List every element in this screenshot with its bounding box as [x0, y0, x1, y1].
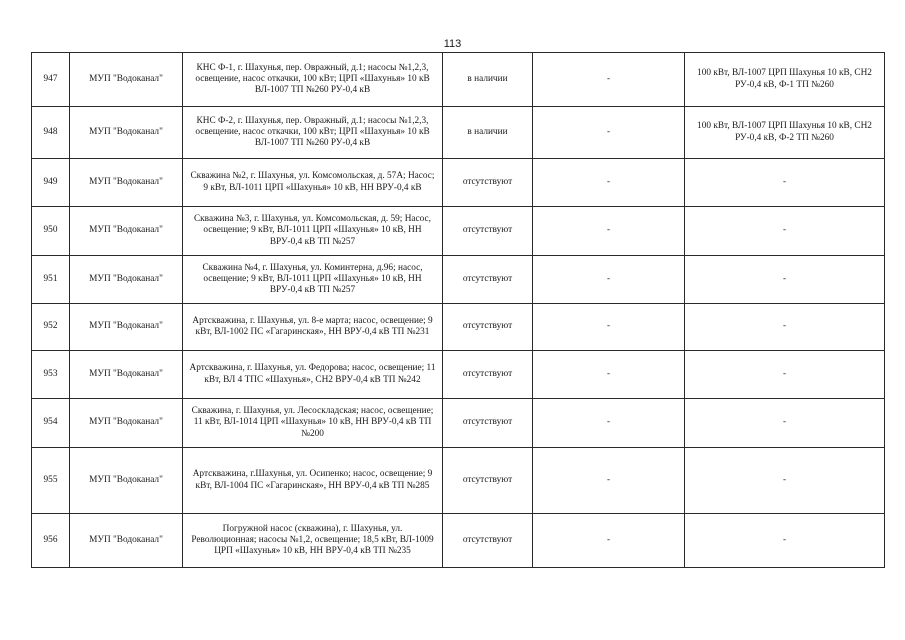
- object-cell: Скважина №4, г. Шахунья, ул. Коминтерна, д.96; насос, освещение; 9 кВт, ВЛ-1011 ЦРП «Шахунья» 10 кВ, НН ВРУ-0,4 кВ ТП №257: [183, 256, 443, 304]
- organization-cell: МУП "Водоканал": [70, 256, 183, 304]
- tech-cell: -: [533, 304, 685, 351]
- row-number: 950: [32, 207, 70, 256]
- table-row: [32, 53, 885, 107]
- row-number: 951: [32, 256, 70, 304]
- power-cell: -: [685, 448, 885, 514]
- tech-cell: -: [533, 351, 685, 399]
- row-number: 956: [32, 514, 70, 568]
- organization-cell: МУП "Водоканал": [70, 351, 183, 399]
- tech-cell: -: [533, 399, 685, 448]
- page-number: 113: [443, 38, 462, 50]
- status-cell: отсутствуют: [443, 399, 533, 448]
- power-cell: 100 кВт, ВЛ-1007 ЦРП Шахунья 10 кВ, СН2 РУ-0,4 кВ, Ф-2 ТП №260: [685, 107, 885, 159]
- organization-cell: МУП "Водоканал": [70, 53, 183, 107]
- status-cell: отсутствуют: [443, 256, 533, 304]
- organization-cell: МУП "Водоканал": [70, 514, 183, 568]
- power-cell: -: [685, 351, 885, 399]
- table-row: [32, 351, 885, 399]
- row-number: 953: [32, 351, 70, 399]
- tech-cell: -: [533, 448, 685, 514]
- power-cell: 100 кВт, ВЛ-1007 ЦРП Шахунья 10 кВ, СН2 РУ-0,4 кВ, Ф-1 ТП №260: [685, 53, 885, 107]
- row-number: 947: [32, 53, 70, 107]
- power-cell: -: [685, 207, 885, 256]
- status-cell: отсутствуют: [443, 304, 533, 351]
- registry-table: [31, 52, 885, 568]
- status-cell: отсутствуют: [443, 514, 533, 568]
- status-cell: отсутствуют: [443, 448, 533, 514]
- organization-cell: МУП "Водоканал": [70, 107, 183, 159]
- object-cell: Артскважина, г.Шахунья, ул. Осипенко; насос, освещение; 9 кВт, ВЛ-1004 ПС «Гагаринская», НН ВРУ-0,4 кВ ТП №285: [183, 448, 443, 514]
- organization-cell: МУП "Водоканал": [70, 448, 183, 514]
- status-cell: отсутствуют: [443, 159, 533, 207]
- object-cell: Погружной насос (скважина), г. Шахунья, ул. Революционная; насосы №1,2, освещение; 18,5 кВт, ВЛ-1009 ЦРП «Шахунья» 10 кВ, НН ВРУ-0,4 кВ ТП №235: [183, 514, 443, 568]
- object-cell: Скважина №3, г. Шахунья, ул. Комсомольская, д. 59; Насос, освещение; 9 кВт, ВЛ-1011 ЦРП «Шахунья» 10 кВ, НН ВРУ-0,4 кВ ТП №257: [183, 207, 443, 256]
- row-number: 949: [32, 159, 70, 207]
- organization-cell: МУП "Водоканал": [70, 159, 183, 207]
- status-cell: в наличии: [443, 107, 533, 159]
- organization-cell: МУП "Водоканал": [70, 304, 183, 351]
- power-cell: -: [685, 159, 885, 207]
- organization-cell: МУП "Водоканал": [70, 207, 183, 256]
- table-row: [32, 448, 885, 514]
- tech-cell: -: [533, 256, 685, 304]
- object-cell: Скважина №2, г. Шахунья, ул. Комсомольская, д. 57А; Насос; 9 кВт, ВЛ-1011 ЦРП «Шахунья» 10 кВ, НН ВРУ-0,4 кВ: [183, 159, 443, 207]
- table-row: [32, 159, 885, 207]
- status-cell: в наличии: [443, 53, 533, 107]
- power-cell: -: [685, 304, 885, 351]
- power-cell: -: [685, 256, 885, 304]
- row-number: 955: [32, 448, 70, 514]
- row-number: 952: [32, 304, 70, 351]
- row-number: 954: [32, 399, 70, 448]
- table-row: [32, 399, 885, 448]
- table-row: [32, 304, 885, 351]
- object-cell: КНС Ф-2, г. Шахунья, пер. Овражный, д.1; насосы №1,2,3, освещение, насос откачки, 100 кВт; ЦРП «Шахунья» 10 кВ ВЛ-1007 ТП №260 РУ-0,4 кВ: [183, 107, 443, 159]
- tech-cell: -: [533, 207, 685, 256]
- tech-cell: -: [533, 107, 685, 159]
- object-cell: Скважина, г. Шахунья, ул. Лесоскладская; насос, освещение; 11 кВт, ВЛ-1014 ЦРП «Шахунья» 10 кВ, НН ВРУ-0,4 кВ ТП №200: [183, 399, 443, 448]
- table-row: [32, 514, 885, 568]
- power-cell: -: [685, 514, 885, 568]
- table-row: [32, 207, 885, 256]
- status-cell: отсутствуют: [443, 207, 533, 256]
- row-number: 948: [32, 107, 70, 159]
- status-cell: отсутствуют: [443, 351, 533, 399]
- table-row: [32, 107, 885, 159]
- organization-cell: МУП "Водоканал": [70, 399, 183, 448]
- tech-cell: -: [533, 53, 685, 107]
- table-row: [32, 256, 885, 304]
- object-cell: Артскважина, г. Шахунья, ул. Федорова; насос, освещение; 11 кВт, ВЛ 4 ТПС «Шахунья», СН2 ВРУ-0,4 кВ ТП №242: [183, 351, 443, 399]
- power-cell: -: [685, 399, 885, 448]
- object-cell: КНС Ф-1, г. Шахунья, пер. Овражный, д.1; насосы №1,2,3, освещение, насос откачки, 100 кВт; ЦРП «Шахунья» 10 кВ ВЛ-1007 ТП №260 РУ-0,4 кВ: [183, 53, 443, 107]
- object-cell: Артскважина, г. Шахунья, ул. 8-е марта; насос, освещение; 9 кВт, ВЛ-1002 ПС «Гагаринская», НН ВРУ-0,4 кВ ТП №231: [183, 304, 443, 351]
- tech-cell: -: [533, 514, 685, 568]
- tech-cell: -: [533, 159, 685, 207]
